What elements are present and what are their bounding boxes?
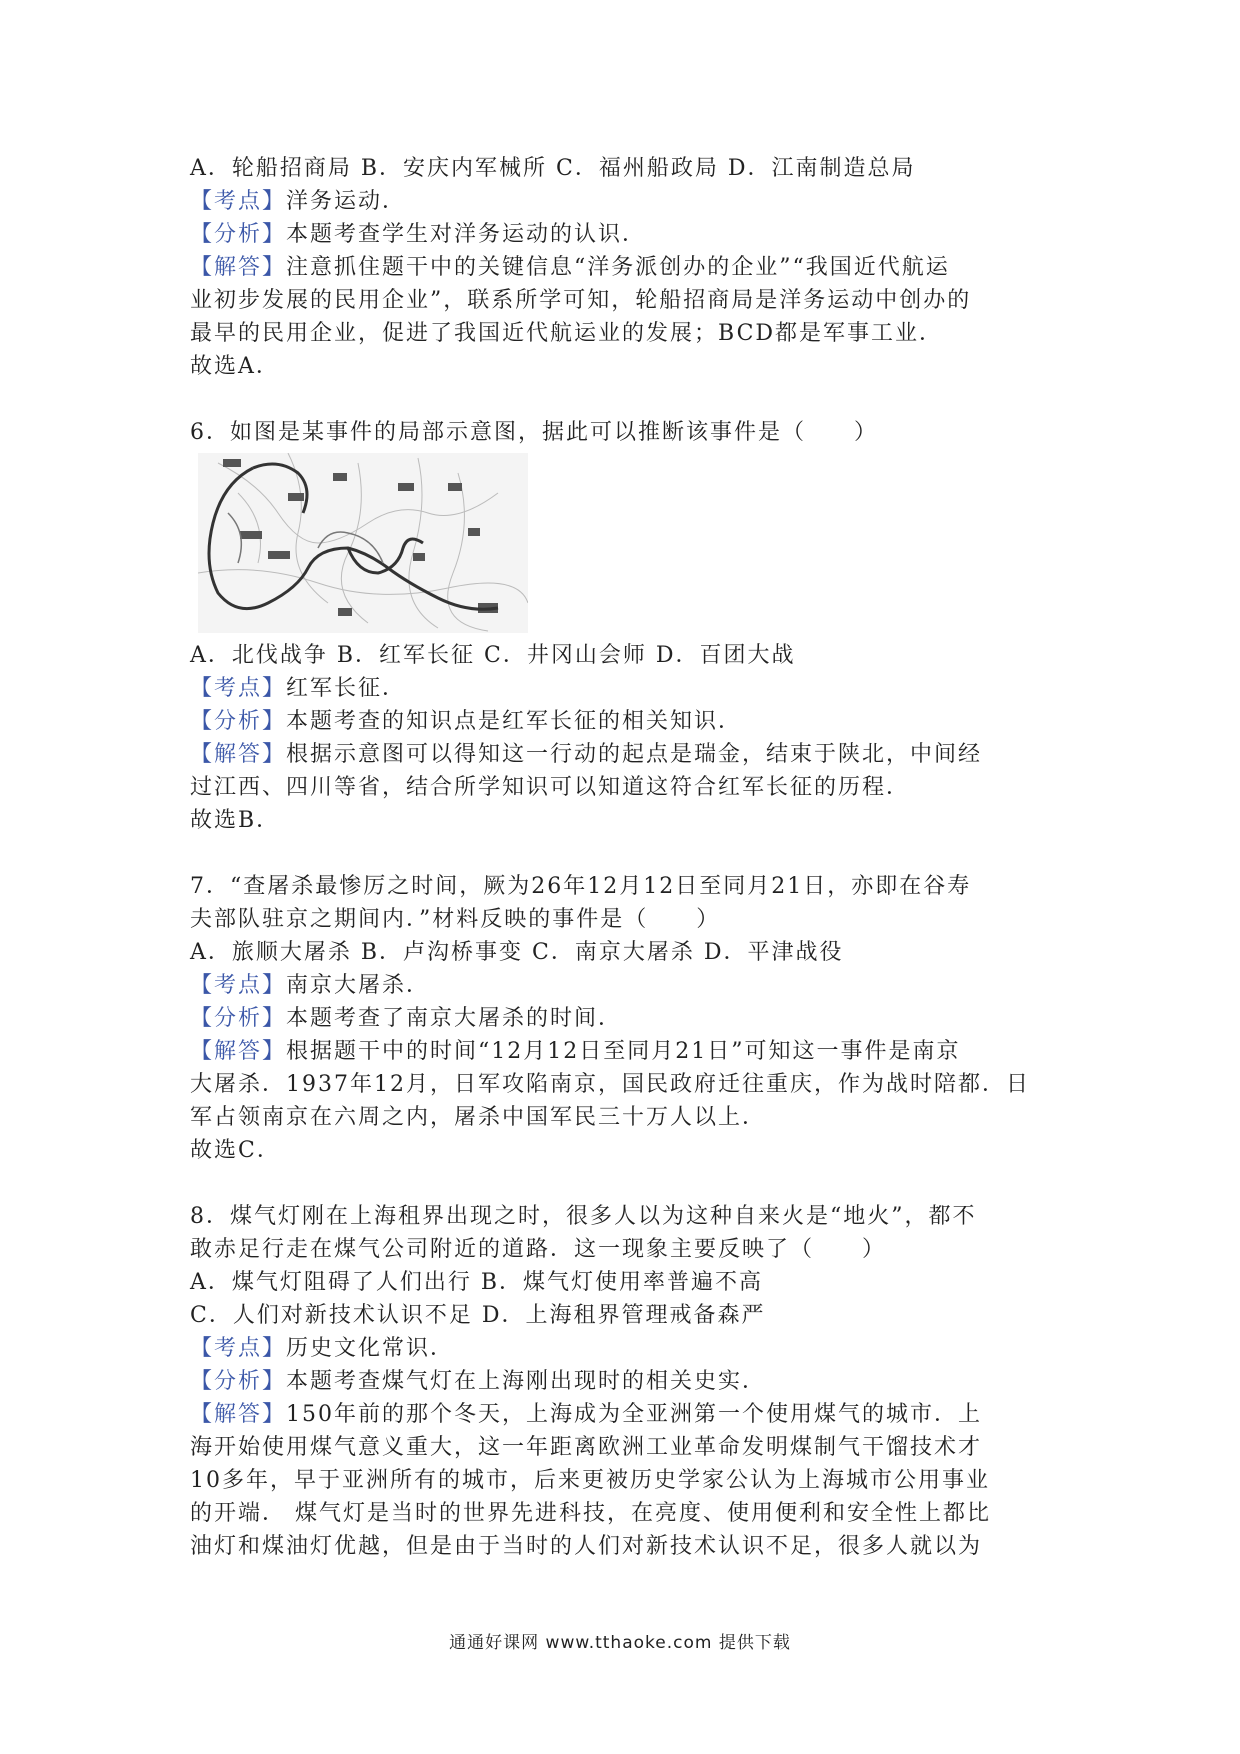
kaodian-tag: 【考点】 [190, 676, 287, 701]
q8-kaodian [190, 1332, 1060, 1365]
fenxi-tag: 【分析】 [190, 1006, 287, 1031]
jieda-text: 根据题干中的时间“12月12日至同月21日”可知这一事件是南京 [286, 1039, 961, 1064]
fenxi-tag: 【分析】 [190, 222, 287, 247]
jieda-tag: 【解答】 [190, 1402, 287, 1427]
q8-jieda [190, 1398, 1060, 1431]
jieda-text: 150年前的那个冬天，上海成为全亚洲第一个使用煤气的城市．上 [286, 1402, 983, 1427]
q5-jieda [190, 251, 1060, 284]
route-map-image [198, 453, 528, 633]
q7-jieda-line: 军占领南京在六周之内，屠杀中国军民三十万人以上． [190, 1105, 767, 1130]
fenxi-tag: 【分析】 [190, 709, 287, 734]
q8-stem: 8．煤气灯刚在上海租界出现之时，很多人以为这种自来火是“地火”，都不 [190, 1204, 977, 1229]
content-column [190, 152, 1060, 1563]
q6-jieda-line: 过江西、四川等省，结合所学知识可以知道这符合红军长征的历程． [190, 775, 911, 800]
q5-options: A．轮船招商局 B．安庆内军械所 C．福州船政局 D．江南制造总局 [190, 156, 916, 181]
q5-answer: 故选A． [190, 354, 280, 379]
q7-options: A．旅顺大屠杀 B．卢沟桥事变 C．南京大屠杀 D．平津战役 [190, 940, 844, 965]
q7-stem-line: 夫部队驻京之期间内．”材料反映的事件是（ ） [190, 907, 721, 932]
jieda-text: 根据示意图可以得知这一行动的起点是瑞金，结束于陕北，中间经 [286, 742, 983, 767]
kaodian-tag: 【考点】 [190, 973, 287, 998]
q8-options-line: C．人们对新技术认识不足 D．上海租界管理戒备森严 [190, 1303, 766, 1328]
q8-options: A．煤气灯阻碍了人们出行 B．煤气灯使用率普遍不高 [190, 1270, 764, 1295]
kaodian-text: 洋务运动． [286, 189, 407, 214]
q6-options: A．北伐战争 B．红军长征 C．井冈山会师 D．百团大战 [190, 643, 796, 668]
fenxi-text: 本题考查了南京大屠杀的时间． [286, 1006, 623, 1031]
q6-stem: 6．如图是某事件的局部示意图，据此可以推断该事件是（ ） [190, 420, 878, 445]
q8-jieda-line: 油灯和煤油灯优越，但是由于当时的人们对新技术认识不足，很多人就以为 [190, 1534, 983, 1559]
q6-jieda [190, 738, 1060, 771]
q8-stem-line: 敢赤足行走在煤气公司附近的道路．这一现象主要反映了（ ） [190, 1237, 887, 1262]
q8-jieda-line: 海开始使用煤气意义重大，这一年距离欧洲工业革命发明煤制气干馏技术才 [190, 1435, 983, 1460]
q8-fenxi [190, 1365, 1060, 1398]
q7-answer: 故选C． [190, 1138, 281, 1163]
jieda-text: 注意抓住题干中的关键信息“洋务派创办的企业”“我国近代航运 [286, 255, 950, 280]
q5-kaodian [190, 185, 1060, 218]
kaodian-text: 红军长征． [286, 676, 407, 701]
jieda-tag: 【解答】 [190, 255, 287, 280]
q7-jieda [190, 1035, 1060, 1068]
kaodian-tag: 【考点】 [190, 189, 287, 214]
q7-fenxi [190, 1002, 1060, 1035]
page-footer: 通通好课网 www.tthaoke.com 提供下载 [449, 1633, 791, 1653]
q6-answer: 故选B． [190, 808, 281, 833]
jieda-tag: 【解答】 [190, 1039, 287, 1064]
q7-kaodian [190, 969, 1060, 1002]
q8-jieda-line: 的开端． 煤气灯是当时的世界先进科技，在亮度、使用便利和安全性上都比 [190, 1501, 991, 1526]
fenxi-text: 本题考查煤气灯在上海刚出现时的相关史实． [286, 1369, 767, 1394]
kaodian-text: 南京大屠杀． [286, 973, 431, 998]
q6-kaodian [190, 672, 1060, 705]
fenxi-tag: 【分析】 [190, 1369, 287, 1394]
q6-fenxi [190, 705, 1060, 738]
kaodian-tag: 【考点】 [190, 1336, 287, 1361]
q5-jieda-line: 业初步发展的民用企业”，联系所学可知，轮船招商局是洋务运动中创办的 [190, 288, 972, 313]
kaodian-text: 历史文化常识． [286, 1336, 455, 1361]
q8-jieda-line: 10多年，早于亚洲所有的城市，后来更被历史学家公认为上海城市公用事业 [190, 1468, 990, 1493]
jieda-tag: 【解答】 [190, 742, 287, 767]
q7-jieda-line: 大屠杀．1937年12月，日军攻陷南京，国民政府迁往重庆，作为战时陪都．日 [190, 1072, 1030, 1097]
q5-fenxi [190, 218, 1060, 251]
fenxi-text: 本题考查学生对洋务运动的认识． [286, 222, 647, 247]
q7-stem: 7．“查屠杀最惨厉之时间，厥为26年12月12日至同月21日，亦即在谷寿 [190, 874, 972, 899]
q5-jieda-line: 最早的民用企业，促进了我国近代航运业的发展；BCD都是军事工业． [190, 321, 944, 346]
fenxi-text: 本题考查的知识点是红军长征的相关知识． [286, 709, 743, 734]
